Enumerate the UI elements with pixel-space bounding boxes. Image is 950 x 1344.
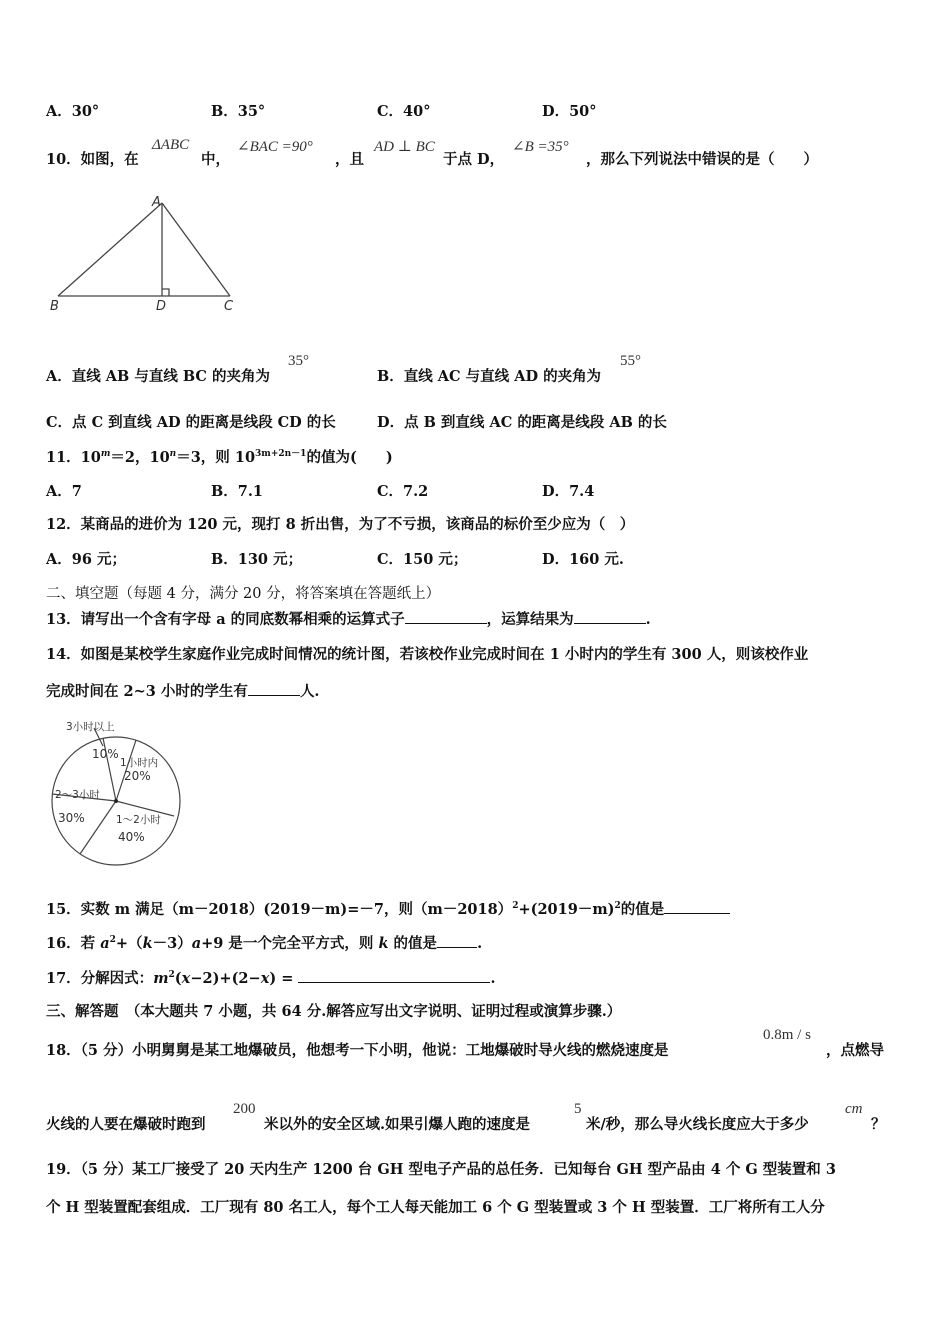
q9-option-b: B．35° xyxy=(211,103,266,120)
q15-stem: 15．实数 m 满足（m－2018）(2019－m)=－7，则$(m-2018)^2+(2019-m)^2$的值是 xyxy=(46,899,730,920)
q18-math-unit: cm xyxy=(845,1101,863,1117)
q11-option-a: A．7 xyxy=(46,483,82,500)
pie-pct-2to3: 30% xyxy=(58,811,85,825)
q10-math-perp: AD ⊥ BC xyxy=(374,139,435,155)
q11-option-b: B．7.1 xyxy=(211,483,263,500)
q12-option-d: D．160 元. xyxy=(542,551,624,568)
fig-label-b: B xyxy=(50,299,59,314)
q18-stem-4: 米以外的安全区域.如果引爆人跑的速度是 xyxy=(264,1116,531,1133)
q10-option-c: C．点 C 到直线 AD 的距离是线段 CD 的长 xyxy=(46,414,336,431)
q10-option-a-math: 35° xyxy=(288,353,309,369)
q10-stem-2: 中， xyxy=(201,151,230,168)
section-3-heading: 三、解答题 （本大题共 7 小题，共 64 分.解答应写出文字说明、证明过程或演算步骤.） xyxy=(46,1003,622,1020)
pie-label-1in: 1小时内 xyxy=(120,757,159,769)
pie-pct-3plus: 10% xyxy=(92,747,119,761)
section-2-heading: 二、填空题（每题 4 分，满分 20 分，将答案填在答题纸上） xyxy=(46,586,441,602)
q10-stem-5: ，那么下列说法中错误的是（ ） xyxy=(586,151,818,168)
q19-line-1: 19．（5 分）某工厂接受了 20 天内生产 1200 台 GH 型电子产品的总任务．已知每台 GH 型产品由 4 个 G 型装置和 3 xyxy=(46,1161,836,1178)
q10-option-b-math: 55° xyxy=(620,353,641,369)
q18-stem-1: 18．（5 分）小明舅舅是某工地爆破员，他想考一下小明，他说：工地爆破时导火线的燃烧速度是 xyxy=(46,1042,669,1059)
pie-label-1to2: 1～2小时 xyxy=(116,814,161,826)
q9-option-d: D．50° xyxy=(542,103,597,120)
q18-math-distance: 200 xyxy=(233,1101,256,1117)
q18-stem-3: 火线的人要在爆破时跑到 xyxy=(46,1116,206,1133)
q10-option-d: D．点 B 到直线 AC 的距离是线段 AB 的长 xyxy=(377,414,667,431)
pie-pct-1in: 20% xyxy=(124,769,151,783)
q18-math-runspeed: 5 xyxy=(574,1101,582,1117)
pie-pct-1to2: 40% xyxy=(118,830,145,844)
q10-option-a: A．直线 AB 与直线 BC 的夹角为 xyxy=(46,368,271,385)
pie-label-2to3: 2～3小时 xyxy=(55,789,100,801)
q18-stem-5: 米/秒，那么导火线长度应大于多少 xyxy=(586,1116,809,1133)
q9-option-a: A．30° xyxy=(46,103,100,120)
fig-label-a: A xyxy=(152,195,161,210)
q12-stem: 12．某商品的进价为 120 元，现打 8 折出售，为了不亏损，该商品的标价至少应为（ ） xyxy=(46,516,635,533)
q19-line-2: 个 H 型装置配套组成．工厂现有 80 名工人，每个工人每天能加工 6 个 G 型装置或 3 个 H 型装置．工厂将所有工人分 xyxy=(46,1199,825,1216)
q12-option-a: A．96 元； xyxy=(46,551,126,568)
q18-stem-6: ？ xyxy=(871,1116,886,1133)
q13-stem: 13．请写出一个含有字母 a 的同底数幂相乘的运算式子 ，运算结果为 . xyxy=(46,611,651,628)
q10-math-angle-b: ∠B =35° xyxy=(512,139,569,155)
q16-stem: 16．若 $a^2+(k-3)a+9$ 是一个完全平方式，则 k 的值是 . xyxy=(46,935,483,952)
q10-stem-3: ，且 xyxy=(335,151,364,168)
q11-option-d: D．7.4 xyxy=(542,483,595,500)
q10-stem-4: 于点 D， xyxy=(443,151,505,168)
fig-label-d: D xyxy=(156,299,167,314)
q11-option-c: C．7.2 xyxy=(377,483,429,500)
q10-stem-1: 10．如图，在 xyxy=(46,151,139,168)
q9-option-c: C．40° xyxy=(377,103,431,120)
q10-math-angle-bac: ∠BAC =90° xyxy=(237,139,313,155)
q17-stem: 17．分解因式：$m^2(x-2)+(2-x)$ = . xyxy=(46,970,496,987)
q18-stem-2: ，点燃导 xyxy=(826,1042,884,1059)
q10-option-b: B．直线 AC 与直线 AD 的夹角为 xyxy=(377,368,602,385)
q18-math-speed: 0.8m / s xyxy=(763,1027,811,1043)
q10-triangle-figure xyxy=(40,192,250,317)
q11-stem: 11．$10^m=2$，$10^n=3$，则 $10^{3m+2n-1}$的值为( ) xyxy=(46,449,393,466)
q12-option-b: B．130 元； xyxy=(211,551,303,568)
q12-option-c: C．150 元； xyxy=(377,551,468,568)
q14-line-1: 14．如图是某校学生家庭作业完成时间情况的统计图，若该校作业完成时间在 1 小时内的学生有 300 人，则该校作业 xyxy=(46,646,809,663)
fig-label-c: C xyxy=(224,299,234,314)
q10-math-triangle: ΔABC xyxy=(152,137,190,153)
q14-line-2: 完成时间在 2~3 小时的学生有 人. xyxy=(46,683,320,700)
pie-label-3plus: 3小时以上 xyxy=(66,721,115,733)
q14-pie-chart xyxy=(46,716,196,866)
